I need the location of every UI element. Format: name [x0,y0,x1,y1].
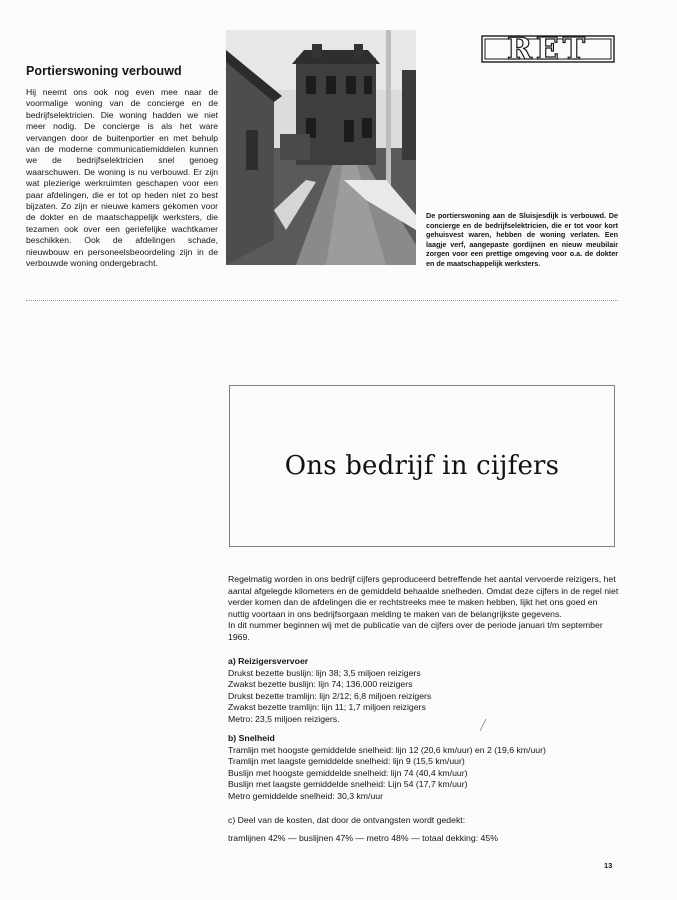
section-a-line: Drukst bezette tramlijn: lijn 2/12; 6,8 miljoen reizigers [228,690,432,701]
figures-intro [228,574,619,643]
cost-coverage-totals: tramlijnen 42% — buslijnen 47% — metro 48% — totaal dekking: 45% [228,833,498,843]
section-a-line: Metro: 23,5 miljoen reizigers. [228,713,340,724]
building-photo [226,30,416,265]
article-body: Hij neemt ons ook nog even mee naar de voormalige woning van de concierge en de bedrijfselektricien. Die woning hadden we niet meer nodig. De concierge is als het ware vervangen door de buitenportier en met behulp van de moderne communicatiemiddelen kunnen we de bedrijfselektricien snel genoeg waarschuwen. De woning is nu verbouwd. Er zijn wat plezierige werkruimten geschapen voor een paar afdelingen, die er tot op heden niet zo best bijzaten. Zo zijn er nieuwe kamers gekomen voor de dokter en de maatschappelijk werksters, die tezamen ook over een geriefelijke wachtkamer beschikken. Ook de afdelingen schade, nieuwbouw en personeelsbeoordeling zijn in de verbouwde woning ondergebracht. [26,87,218,269]
article-heading: Portierswoning verbouwd [26,64,182,78]
section-a-line: Zwakst bezette tramlijn: lijn 11; 1,7 miljoen reizigers [228,702,426,712]
section-reizigersvervoer [228,656,619,725]
section-snelheid [228,733,619,802]
figures-title: Ons bedrijf in cijfers [284,451,560,481]
section-b-line: Metro gemiddelde snelheid: 30,3 km/uur [228,790,384,801]
section-b-line: Buslijn met hoogste gemiddelde snelheid: lijn 74 (40,4 km/uur) [228,767,468,778]
pen-mark [478,718,488,732]
intro-paragraph: Regelmatig worden in ons bedrijf cijfers geproduceerd betreffende het aantal vervoerde reizigers, het aantal afgelegde kilometers en de gemiddeld behaalde snelheden. Omdat deze cijfers in de regel niet verder komen dan de afdelingen die er rechtstreeks mee te maken hebben, lijkt het ons goed en nuttig voortaan in ons bedrijfsorgaan melding te maken van de belangrijkste gegevens. [228,574,619,619]
figures-title-box [229,385,615,547]
ret-logo [480,32,616,66]
section-a-label: a) Reizigersvervoer [228,656,309,666]
photo-caption: De portierswoning aan de Sluisjesdijk is verbouwd. De concierge en de bedrijfselektricien, die er tot voor kort gehuisvest waren, hebben de woning verlaten. Een laagje verf, aangepaste gordijnen en nieuw meubilair zorgen voor een prettige omgeving voor o.a. de dokter en de maatschappelijk werksters. [426,211,618,268]
section-b-line: Tramlijn met laagste gemiddelde snelheid: lijn 9 (15,5 km/uur) [228,756,465,766]
logo-text: RET [506,32,590,66]
section-divider [26,300,618,301]
section-b-line: Buslijn met laagste gemiddelde snelheid: Lijn 54 (17,7 km/uur) [228,779,468,789]
intro-period: In dit nummer beginnen wij met de publicatie van de cijfers over de periode januari t/m september 1969. [228,620,603,642]
section-b-line: Tramlijn met hoogste gemiddelde snelheid: lijn 12 (20,6 km/uur) en 2 (19,6 km/uur) [228,744,546,755]
section-a-line: Drukst bezette buslijn: lijn 38; 3,5 miljoen reizigers [228,667,421,678]
section-b-label: b) Snelheid [228,733,275,743]
section-c-label: c) Deel van de kosten, dat door de ontvangsten wordt gedekt: [228,815,466,825]
page-number: 13 [604,861,613,870]
section-a-line: Zwakst bezette buslijn: lijn 74; 136.000 reizigers [228,679,413,689]
